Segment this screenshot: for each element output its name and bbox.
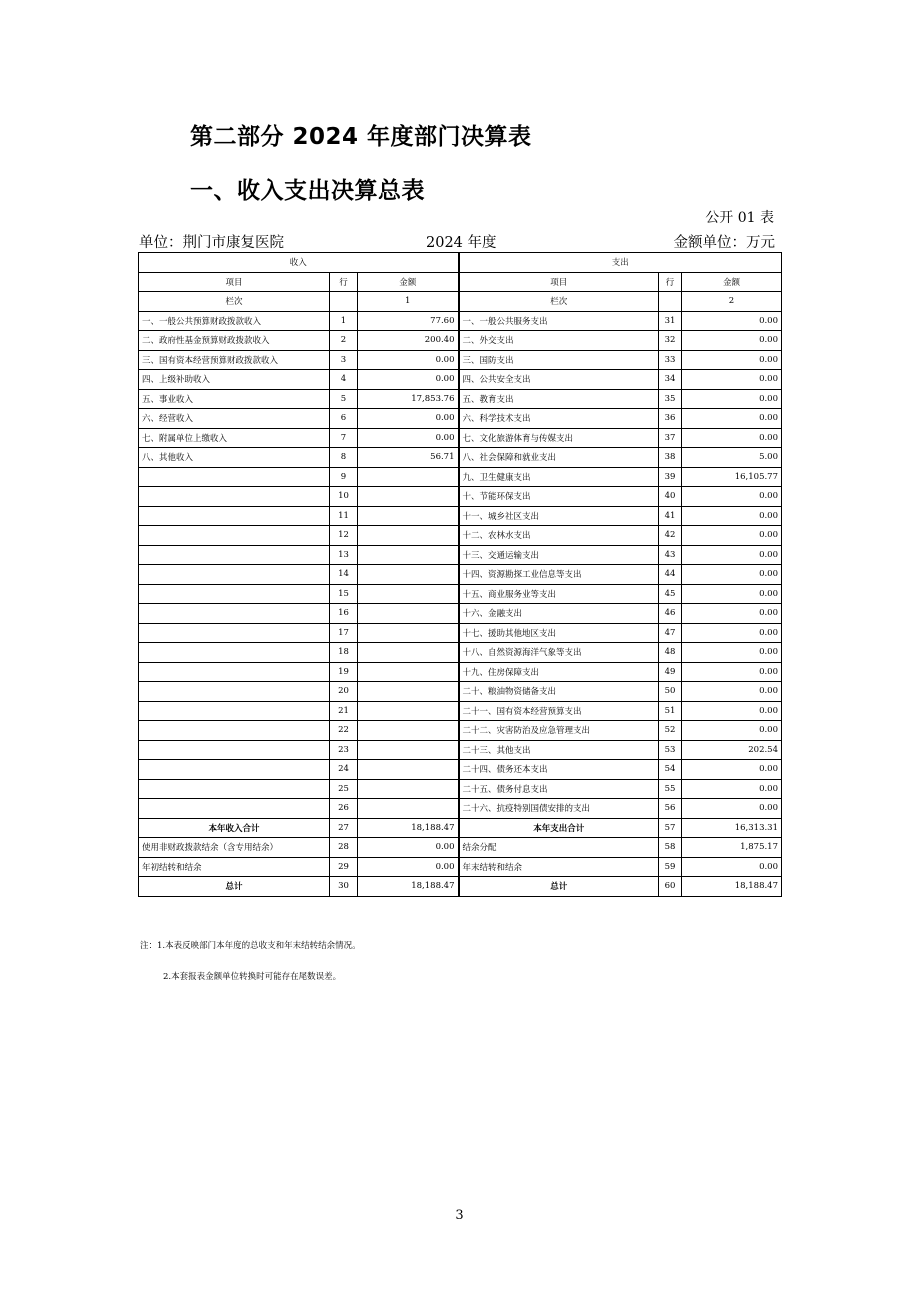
expense-item-cell: 十一、城乡社区支出 — [459, 506, 659, 526]
expense-row-cell: 49 — [659, 662, 682, 682]
expense-row-cell: 56 — [659, 799, 682, 819]
expense-amount-cell: 0.00 — [682, 604, 782, 624]
expense-row-cell: 46 — [659, 604, 682, 624]
expense-amount-header: 金额 — [682, 272, 782, 292]
table-row — [139, 409, 782, 429]
income-row-cell: 28 — [330, 838, 358, 858]
income-item-cell — [139, 662, 330, 682]
income-row-cell: 19 — [330, 662, 358, 682]
income-amount-header: 金额 — [358, 272, 459, 292]
grand-total-row — [139, 877, 782, 897]
income-amount-cell: 0.00 — [358, 350, 459, 370]
income-row-cell: 18 — [330, 643, 358, 663]
expense-amount-cell: 0.00 — [682, 331, 782, 351]
income-item-cell: 年初结转和结余 — [139, 857, 330, 877]
table-row — [139, 487, 782, 507]
expense-index-row-cell — [659, 292, 682, 312]
income-amount-cell — [358, 760, 459, 780]
expense-row-cell: 44 — [659, 565, 682, 585]
income-amount-cell: 200.40 — [358, 331, 459, 351]
expense-amount-cell: 202.54 — [682, 740, 782, 760]
expense-item-cell: 二十四、债务还本支出 — [459, 760, 659, 780]
income-item-cell — [139, 760, 330, 780]
expense-amount-cell: 0.00 — [682, 662, 782, 682]
income-row-cell: 26 — [330, 799, 358, 819]
expense-item-cell: 二十二、灾害防治及应急管理支出 — [459, 721, 659, 741]
table-row — [139, 740, 782, 760]
income-group-header: 收入 — [139, 253, 459, 273]
expense-row-cell: 50 — [659, 682, 682, 702]
income-amount-cell — [358, 701, 459, 721]
income-item-cell: 三、国有资本经营预算财政拨款收入 — [139, 350, 330, 370]
expense-amount-cell: 0.00 — [682, 389, 782, 409]
income-row-cell: 12 — [330, 526, 358, 546]
expense-row-cell: 42 — [659, 526, 682, 546]
income-item-cell: 八、其他收入 — [139, 448, 330, 468]
income-amount-cell: 77.60 — [358, 311, 459, 331]
year-label: 2024 年度 — [426, 235, 497, 251]
income-amount-cell: 0.00 — [358, 409, 459, 429]
income-expense-table — [138, 252, 782, 897]
income-item-cell — [139, 701, 330, 721]
expense-amount-cell: 0.00 — [682, 487, 782, 507]
income-row-cell: 20 — [330, 682, 358, 702]
income-item-cell: 总计 — [139, 877, 330, 897]
income-item-header: 项目 — [139, 272, 330, 292]
expense-row-cell: 54 — [659, 760, 682, 780]
table-row — [139, 799, 782, 819]
expense-amount-cell: 0.00 — [682, 779, 782, 799]
part-title: 第二部分 2024 年度部门决算表 — [190, 124, 532, 150]
income-row-cell: 27 — [330, 818, 358, 838]
expense-index-label: 栏次 — [459, 292, 659, 312]
expense-item-cell: 二十六、抗疫特别国债安排的支出 — [459, 799, 659, 819]
expense-row-cell: 38 — [659, 448, 682, 468]
form-number: 公开 01 表 — [705, 210, 774, 226]
table-row — [139, 760, 782, 780]
income-amount-cell: 0.00 — [358, 838, 459, 858]
income-row-cell: 11 — [330, 506, 358, 526]
income-item-cell: 使用非财政拨款结余（含专用结余） — [139, 838, 330, 858]
income-item-cell — [139, 584, 330, 604]
income-item-cell: 五、事业收入 — [139, 389, 330, 409]
expense-item-cell: 八、社会保障和就业支出 — [459, 448, 659, 468]
expense-item-cell: 三、国防支出 — [459, 350, 659, 370]
table-row — [139, 467, 782, 487]
income-row-cell: 23 — [330, 740, 358, 760]
expense-index-number: 2 — [682, 292, 782, 312]
expense-row-cell: 52 — [659, 721, 682, 741]
expense-amount-cell: 0.00 — [682, 682, 782, 702]
expense-row-cell: 53 — [659, 740, 682, 760]
expense-row-cell: 36 — [659, 409, 682, 429]
expense-item-cell: 十四、资源勘探工业信息等支出 — [459, 565, 659, 585]
expense-row-cell: 33 — [659, 350, 682, 370]
income-amount-cell — [358, 643, 459, 663]
expense-row-cell: 55 — [659, 779, 682, 799]
expense-item-cell: 五、教育支出 — [459, 389, 659, 409]
income-amount-cell — [358, 545, 459, 565]
column-header-row — [139, 272, 782, 292]
expense-amount-cell: 0.00 — [682, 643, 782, 663]
expense-amount-cell: 0.00 — [682, 545, 782, 565]
expense-item-cell: 七、文化旅游体育与传媒支出 — [459, 428, 659, 448]
table-row — [139, 701, 782, 721]
income-amount-cell — [358, 565, 459, 585]
income-amount-cell — [358, 682, 459, 702]
income-amount-cell — [358, 721, 459, 741]
income-row-cell: 1 — [330, 311, 358, 331]
expense-item-cell: 二、外交支出 — [459, 331, 659, 351]
table-row — [139, 350, 782, 370]
expense-row-cell: 41 — [659, 506, 682, 526]
table-row — [139, 604, 782, 624]
expense-amount-cell: 0.00 — [682, 565, 782, 585]
income-amount-cell — [358, 623, 459, 643]
income-row-cell: 7 — [330, 428, 358, 448]
expense-item-cell: 十二、农林水支出 — [459, 526, 659, 546]
income-amount-cell: 0.00 — [358, 428, 459, 448]
income-row-cell: 9 — [330, 467, 358, 487]
expense-amount-cell: 0.00 — [682, 857, 782, 877]
expense-item-cell: 二十三、其他支出 — [459, 740, 659, 760]
income-row-cell: 4 — [330, 370, 358, 390]
income-item-cell — [139, 545, 330, 565]
expense-item-cell: 十七、援助其他地区支出 — [459, 623, 659, 643]
expense-row-cell: 43 — [659, 545, 682, 565]
income-row-cell: 15 — [330, 584, 358, 604]
expense-row-cell: 40 — [659, 487, 682, 507]
column-index-row — [139, 292, 782, 312]
expense-item-cell: 二十五、债务付息支出 — [459, 779, 659, 799]
income-amount-cell: 18,188.47 — [358, 818, 459, 838]
income-row-cell: 25 — [330, 779, 358, 799]
table-row — [139, 643, 782, 663]
expense-item-cell: 结余分配 — [459, 838, 659, 858]
income-index-row-cell — [330, 292, 358, 312]
income-row-cell: 2 — [330, 331, 358, 351]
table-row — [139, 682, 782, 702]
expense-row-cell: 51 — [659, 701, 682, 721]
table-row — [139, 311, 782, 331]
income-amount-cell — [358, 779, 459, 799]
income-row-header: 行 — [330, 272, 358, 292]
expense-amount-cell: 0.00 — [682, 721, 782, 741]
year-total-row — [139, 818, 782, 838]
income-row-cell: 10 — [330, 487, 358, 507]
expense-amount-cell: 0.00 — [682, 701, 782, 721]
table-row — [139, 448, 782, 468]
expense-row-cell: 60 — [659, 877, 682, 897]
income-item-cell — [139, 526, 330, 546]
expense-amount-cell: 0.00 — [682, 760, 782, 780]
income-row-cell: 29 — [330, 857, 358, 877]
expense-amount-cell: 0.00 — [682, 623, 782, 643]
income-item-cell: 一、一般公共预算财政拨款收入 — [139, 311, 330, 331]
income-item-cell: 二、政府性基金预算财政拨款收入 — [139, 331, 330, 351]
income-item-cell — [139, 682, 330, 702]
income-amount-cell — [358, 506, 459, 526]
income-row-cell: 3 — [330, 350, 358, 370]
income-amount-cell: 0.00 — [358, 370, 459, 390]
income-amount-cell — [358, 662, 459, 682]
income-amount-cell — [358, 799, 459, 819]
expense-item-cell: 年末结转和结余 — [459, 857, 659, 877]
income-row-cell: 14 — [330, 565, 358, 585]
income-row-cell: 13 — [330, 545, 358, 565]
note-1: 注：1.本表反映部门本年度的总收支和年末结转结余情况。 — [140, 941, 361, 951]
expense-row-cell: 48 — [659, 643, 682, 663]
expense-item-cell: 二十、粮油物资储备支出 — [459, 682, 659, 702]
income-row-cell: 16 — [330, 604, 358, 624]
unit-label: 单位：荆门市康复医院 — [139, 235, 284, 251]
income-item-cell: 六、经营收入 — [139, 409, 330, 429]
table-row — [139, 584, 782, 604]
income-row-cell: 6 — [330, 409, 358, 429]
expense-item-cell: 十八、自然资源海洋气象等支出 — [459, 643, 659, 663]
expense-row-header: 行 — [659, 272, 682, 292]
income-row-cell: 8 — [330, 448, 358, 468]
income-item-cell — [139, 506, 330, 526]
expense-row-cell: 32 — [659, 331, 682, 351]
expense-group-header: 支出 — [459, 253, 782, 273]
income-item-cell — [139, 779, 330, 799]
expense-item-cell: 总计 — [459, 877, 659, 897]
expense-row-cell: 47 — [659, 623, 682, 643]
income-item-cell — [139, 565, 330, 585]
expense-item-cell: 四、公共安全支出 — [459, 370, 659, 390]
income-row-cell: 21 — [330, 701, 358, 721]
money-unit-label: 金额单位：万元 — [673, 235, 775, 251]
expense-item-cell: 一、一般公共服务支出 — [459, 311, 659, 331]
income-amount-cell: 56.71 — [358, 448, 459, 468]
income-amount-cell — [358, 487, 459, 507]
expense-item-cell: 九、卫生健康支出 — [459, 467, 659, 487]
expense-row-cell: 39 — [659, 467, 682, 487]
income-row-cell: 5 — [330, 389, 358, 409]
expense-row-cell: 31 — [659, 311, 682, 331]
income-amount-cell: 0.00 — [358, 857, 459, 877]
table-row — [139, 370, 782, 390]
table-row — [139, 389, 782, 409]
table-row — [139, 331, 782, 351]
income-item-cell — [139, 623, 330, 643]
expense-amount-cell: 0.00 — [682, 584, 782, 604]
group-header-row — [139, 253, 782, 273]
expense-amount-cell: 0.00 — [682, 428, 782, 448]
expense-amount-cell: 5.00 — [682, 448, 782, 468]
income-row-cell: 30 — [330, 877, 358, 897]
income-item-cell: 七、附属单位上缴收入 — [139, 428, 330, 448]
income-amount-cell — [358, 604, 459, 624]
expense-item-cell: 六、科学技术支出 — [459, 409, 659, 429]
income-row-cell: 24 — [330, 760, 358, 780]
table-row — [139, 526, 782, 546]
income-item-cell — [139, 643, 330, 663]
income-amount-cell — [358, 740, 459, 760]
expense-item-cell: 本年支出合计 — [459, 818, 659, 838]
table-meta — [139, 231, 775, 251]
expense-item-cell: 十、节能环保支出 — [459, 487, 659, 507]
expense-item-cell: 十五、商业服务业等支出 — [459, 584, 659, 604]
expense-amount-cell: 0.00 — [682, 370, 782, 390]
expense-amount-cell: 0.00 — [682, 526, 782, 546]
expense-item-cell: 二十一、国有资本经营预算支出 — [459, 701, 659, 721]
income-amount-cell — [358, 467, 459, 487]
income-item-cell: 四、上级补助收入 — [139, 370, 330, 390]
income-index-label: 栏次 — [139, 292, 330, 312]
table-row — [139, 662, 782, 682]
expense-amount-cell: 0.00 — [682, 409, 782, 429]
expense-amount-cell: 18,188.47 — [682, 877, 782, 897]
income-amount-cell — [358, 526, 459, 546]
income-row-cell: 17 — [330, 623, 358, 643]
expense-item-cell: 十三、交通运输支出 — [459, 545, 659, 565]
table-row — [139, 428, 782, 448]
section-title: 一、收入支出决算总表 — [190, 178, 425, 204]
expense-row-cell: 34 — [659, 370, 682, 390]
income-item-cell — [139, 721, 330, 741]
income-amount-cell: 18,188.47 — [358, 877, 459, 897]
table-row — [139, 838, 782, 858]
expense-amount-cell: 1,875.17 — [682, 838, 782, 858]
expense-amount-cell: 16,105.77 — [682, 467, 782, 487]
expense-row-cell: 59 — [659, 857, 682, 877]
table-row — [139, 506, 782, 526]
income-row-cell: 22 — [330, 721, 358, 741]
expense-amount-cell: 16,313.31 — [682, 818, 782, 838]
income-amount-cell — [358, 584, 459, 604]
expense-amount-cell: 0.00 — [682, 506, 782, 526]
expense-row-cell: 37 — [659, 428, 682, 448]
page-number: 3 — [455, 1208, 464, 1223]
note-2: 2.本套报表金额单位转换时可能存在尾数误差。 — [163, 972, 342, 982]
expense-item-cell: 十六、金融支出 — [459, 604, 659, 624]
expense-row-cell: 58 — [659, 838, 682, 858]
income-item-cell — [139, 604, 330, 624]
income-item-cell — [139, 467, 330, 487]
expense-amount-cell: 0.00 — [682, 799, 782, 819]
income-item-cell — [139, 487, 330, 507]
table-row — [139, 857, 782, 877]
income-item-cell — [139, 740, 330, 760]
table-row — [139, 565, 782, 585]
expense-row-cell: 57 — [659, 818, 682, 838]
table-row — [139, 779, 782, 799]
expense-row-cell: 35 — [659, 389, 682, 409]
income-item-cell — [139, 799, 330, 819]
table-row — [139, 623, 782, 643]
expense-item-header: 项目 — [459, 272, 659, 292]
income-item-cell: 本年收入合计 — [139, 818, 330, 838]
income-index-number: 1 — [358, 292, 459, 312]
income-amount-cell: 17,853.76 — [358, 389, 459, 409]
expense-row-cell: 45 — [659, 584, 682, 604]
expense-amount-cell: 0.00 — [682, 350, 782, 370]
expense-amount-cell: 0.00 — [682, 311, 782, 331]
table-row — [139, 721, 782, 741]
expense-item-cell: 十九、住房保障支出 — [459, 662, 659, 682]
table-row — [139, 545, 782, 565]
